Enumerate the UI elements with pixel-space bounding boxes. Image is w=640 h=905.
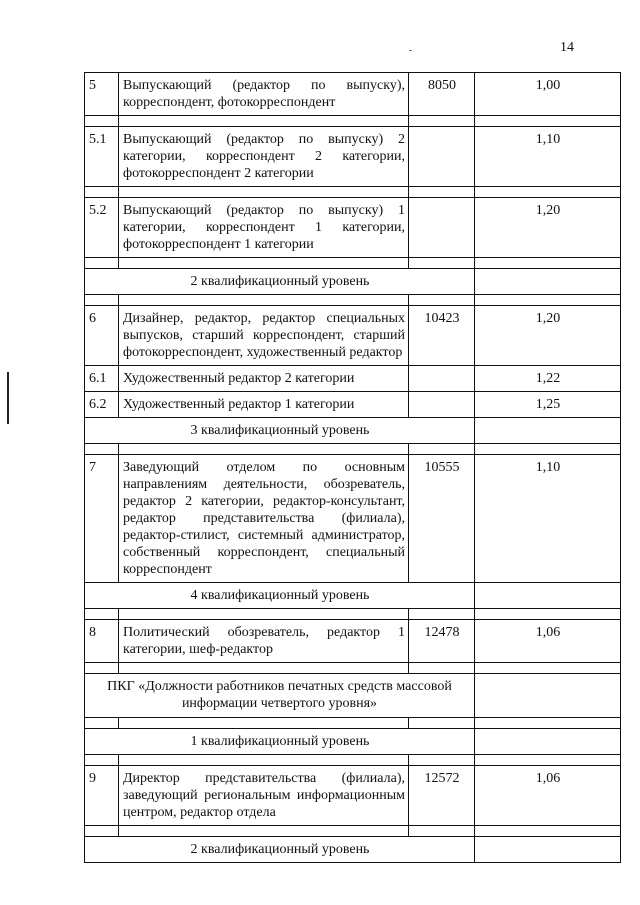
- row-spacer: [85, 258, 621, 269]
- row-spacer: [85, 826, 621, 837]
- position-description: Политический обозреватель, редактор 1 категории, шеф-редактор: [119, 620, 409, 663]
- position-description: Художественный редактор 2 категории: [119, 366, 409, 392]
- row-spacer: [85, 718, 621, 729]
- coefficient: 1,20: [475, 306, 621, 366]
- table-row: [85, 620, 621, 663]
- coefficient: 1,06: [475, 766, 621, 826]
- base-salary: [409, 392, 475, 418]
- row-number: 5.2: [85, 198, 119, 258]
- row-spacer: [85, 116, 621, 127]
- position-description: Дизайнер, редактор, редактор специальных выпусков, старший корреспондент, старший фотокорреспондент, художественный редактор: [119, 306, 409, 366]
- scan-edge-mark: [7, 372, 9, 424]
- position-description: Выпускающий (редактор по выпуску) 2 категории, корреспондент 2 категории, фотокорреспондент 2 категории: [119, 127, 409, 187]
- coefficient: 1,22: [475, 366, 621, 392]
- empty-cell: [475, 674, 621, 718]
- base-salary: [409, 366, 475, 392]
- scan-dot: [409, 50, 412, 51]
- salary-table: [84, 72, 621, 863]
- row-spacer: [85, 609, 621, 620]
- qualification-level-heading: 4 квалификационный уровень: [85, 583, 475, 609]
- position-description: Художественный редактор 1 категории: [119, 392, 409, 418]
- page-number: 14: [560, 40, 574, 55]
- base-salary: 10555: [409, 455, 475, 583]
- row-spacer: [85, 444, 621, 455]
- coefficient: 1,06: [475, 620, 621, 663]
- position-description: Выпускающий (редактор по выпуску) 1 категории, корреспондент 1 категории, фотокорреспондент 1 категории: [119, 198, 409, 258]
- empty-cell: [475, 418, 621, 444]
- row-spacer: [85, 187, 621, 198]
- qualification-level-heading: 3 квалификационный уровень: [85, 418, 475, 444]
- row-number: 6.1: [85, 366, 119, 392]
- position-description: Выпускающий (редактор по выпуску), корреспондент, фотокорреспондент: [119, 73, 409, 116]
- qualification-level-heading: 2 квалификационный уровень: [85, 269, 475, 295]
- coefficient: 1,10: [475, 455, 621, 583]
- level-row: [85, 674, 621, 718]
- base-salary: 10423: [409, 306, 475, 366]
- table-row: [85, 198, 621, 258]
- row-number: 6: [85, 306, 119, 366]
- empty-cell: [475, 583, 621, 609]
- level-row: [85, 269, 621, 295]
- position-description: Директор представительства (филиала), заведующий региональным информационным центром, редактор отдела: [119, 766, 409, 826]
- coefficient: 1,20: [475, 198, 621, 258]
- qualification-level-heading: 1 квалификационный уровень: [85, 729, 475, 755]
- row-spacer: [85, 295, 621, 306]
- row-number: 6.2: [85, 392, 119, 418]
- level-row: [85, 418, 621, 444]
- level-row: [85, 729, 621, 755]
- row-number: 5.1: [85, 127, 119, 187]
- empty-cell: [475, 729, 621, 755]
- position-description: Заведующий отделом по основным направлениям деятельности, обозреватель, редактор 2 категории, редактор-консультант, редактор представительства (филиала), редактор-стилист, системный администратор, собственный корреспондент, специальный корреспондент: [119, 455, 409, 583]
- table-row: [85, 392, 621, 418]
- row-number: 9: [85, 766, 119, 826]
- coefficient: 1,10: [475, 127, 621, 187]
- table-row: [85, 366, 621, 392]
- base-salary: 12572: [409, 766, 475, 826]
- table-row: [85, 306, 621, 366]
- table-row: [85, 73, 621, 116]
- row-number: 5: [85, 73, 119, 116]
- base-salary: [409, 127, 475, 187]
- row-spacer: [85, 663, 621, 674]
- base-salary: 8050: [409, 73, 475, 116]
- table-row: [85, 455, 621, 583]
- qualification-level-heading: 2 квалификационный уровень: [85, 837, 475, 863]
- level-row: [85, 837, 621, 863]
- row-spacer: [85, 755, 621, 766]
- base-salary: [409, 198, 475, 258]
- coefficient: 1,00: [475, 73, 621, 116]
- empty-cell: [475, 837, 621, 863]
- table-row: [85, 127, 621, 187]
- row-number: 7: [85, 455, 119, 583]
- coefficient: 1,25: [475, 392, 621, 418]
- table-row: [85, 766, 621, 826]
- professional-group-heading: ПКГ «Должности работников печатных средств массовой информации четвертого уровня»: [85, 674, 475, 718]
- base-salary: 12478: [409, 620, 475, 663]
- level-row: [85, 583, 621, 609]
- row-number: 8: [85, 620, 119, 663]
- empty-cell: [475, 269, 621, 295]
